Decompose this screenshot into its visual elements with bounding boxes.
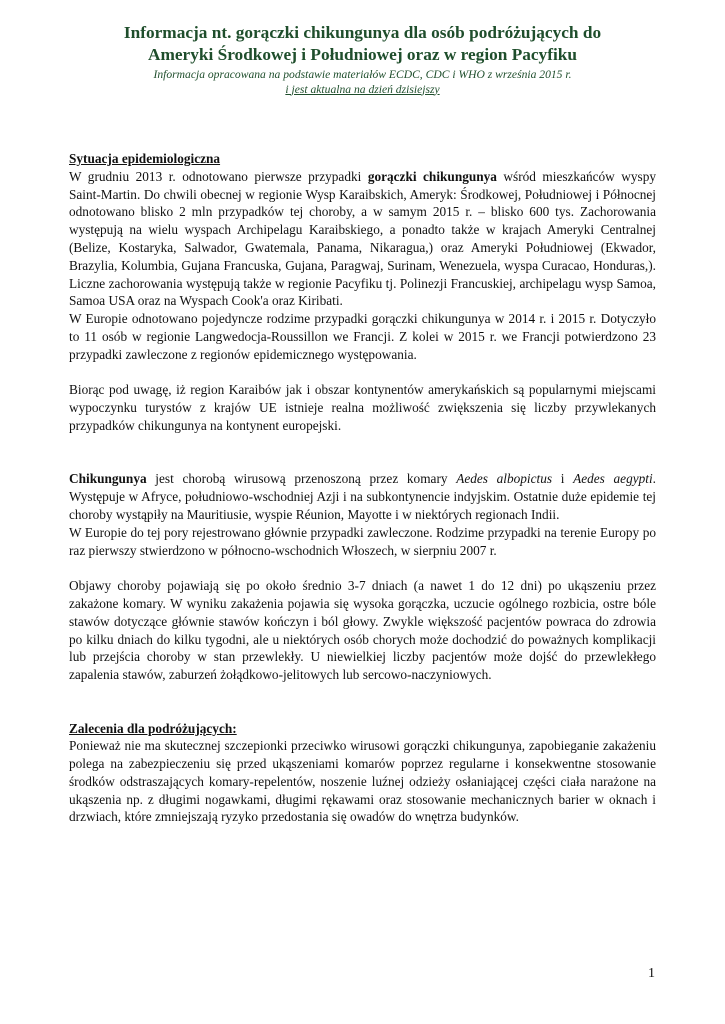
text-run: wśród mieszkańców wyspy Saint-Martin. Do chwili obecnej w regionie Wysp Karaibskich, Ameryk: Środkowej, Południowej i Północnej odnotowano blisko 2 mln przypadków tej choroby, a w samym 2015 r. – blisko 600 tys. Zachorowania występują na wielu wyspach Archipelagu Karaibskiego, a ponadto także w krajach Ameryki Centralnej (Belize, Kostaryka, Salwador, Gwatemala, Panama, Nikaragua,) oraz Ameryki Południowej (Ekwador, Brazylia, Kolumbia, Gujana Francuska, Gujana, Paragwaj, Surinam, Wenezuela, wyspa Curacao, Honduras,). Liczne zachorowania występują także w regionie Pacyfiku tj. Polinezji Francuskiej, archipelagu wysp Samoa, Samoa USA oraz na Wyspach Cook'a oraz Kiribati.: [69, 168, 656, 309]
section-heading-recommendations: Zalecenia dla podróżujących:: [69, 720, 237, 736]
page-number: 1: [648, 966, 655, 981]
bold-text-run: Chikungunya: [69, 471, 147, 487]
paragraph: W Europie do tej pory rejestrowano głównie przypadki zawleczone. Rodzime przypadki na terenie Europy po raz pierwszy stwierdzono w północno-wschodnich Włoszech, w sierpniu 2007 r.: [69, 524, 656, 558]
title-line-2: Ameryki Środkowej i Południowej oraz w region Pacyfiku: [148, 45, 577, 64]
paragraph: Objawy choroby pojawiają się po około średnio 3-7 dniach (a nawet 1 do 12 dni) po ukąszeniu przez zakażone komary. W wyniku zakażenia pojawia się wysoka gorączka, uczucie ogólnego rozbicia, ostre bóle stawów dotyczące głównie stawów kończyn i ból głowy. Zwykle większość pacjentów powraca do zdrowia po kilku dniach do kilku tygodni, ale u niektórych osób chorych może dochodzić do poważnych komplikacji lub przejścia choroby w stan przewlekły. U niewielkiej liczby pacjentów może dojść do przewlekłego zapalenia stawów, zaburzeń żołądkowo-jelitowych lub sercowo-naczyniowych.: [69, 578, 656, 683]
italic-text-run: Aedes aegypti: [573, 471, 653, 487]
bold-text-run: gorączki chikungunya: [367, 168, 497, 184]
subtitle-line-2: i jest aktualna na dzień dzisiejszy: [285, 82, 440, 96]
document-subtitle: [60, 68, 665, 97]
paragraph: Ponieważ nie ma skutecznej szczepionki przeciwko wirusowi gorączki chikungunya, zapobieganie zakażeniu polega na zabezpieczeniu się przed ukąszeniami komarów poprzez regularne i konsekwentne stosowanie środków odstraszających komary-repelentów, noszenie luźnej odzieży osłaniającej części ciała narażone na ukąszenia np. z długimi nogawkami, długimi rękawami oraz stosowanie mechanicznych barier w oknach i drzwiach, które zmniejszają ryzyko przedostania się owadów do wnętrza budynków.: [69, 738, 656, 825]
document-body: [69, 150, 656, 826]
document-header: [60, 22, 665, 97]
paragraph: W Europie odnotowano pojedyncze rodzime przypadki gorączki chikungunya w 2014 r. i 2015 r. Dotyczyło to 11 osób w regionie Langwedocja-Roussillon we Francji. Z kolei w 2015 r. we Francji potwierdzono 23 przypadki zawleczone z regionów epidemicznego występowania.: [69, 311, 656, 362]
italic-text-run: Aedes albopictus: [456, 471, 553, 487]
text-run: W grudniu 2013 r. odnotowano pierwsze przypadki: [69, 168, 368, 184]
text-run: i: [552, 471, 574, 487]
text-run: jest chorobą wirusową przenoszoną przez komary: [146, 471, 457, 487]
paragraph: [69, 168, 656, 310]
subtitle-line-1: Informacja opracowana na podstawie materiałów ECDC, CDC i WHO z września 2015 r.: [153, 68, 572, 81]
text-run: . Występuje w Afryce, południowo-wschodniej Azji i na subkontynencie indyjskim. Ostatnie duże epidemie tej choroby wystąpiły na Mauritiusie, wyspie Réunion, Mayotte i w niektórych regionach Indii.: [69, 471, 656, 522]
paragraph: [69, 470, 656, 523]
paragraph: Biorąc pod uwagę, iż region Karaibów jak i obszar kontynentów amerykańskich są popularnymi miejscami wypoczynku turystów z krajów UE istnieje realna możliwość zwiększenia się liczby przywlekanych przypadków chikungunya na kontynent europejski.: [69, 382, 656, 433]
document-title: [60, 22, 665, 66]
title-line-1: Informacja nt. gorączki chikungunya dla osób podróżujących do: [123, 23, 602, 42]
section-heading-epidemiology: Sytuacja epidemiologiczna: [69, 151, 221, 166]
